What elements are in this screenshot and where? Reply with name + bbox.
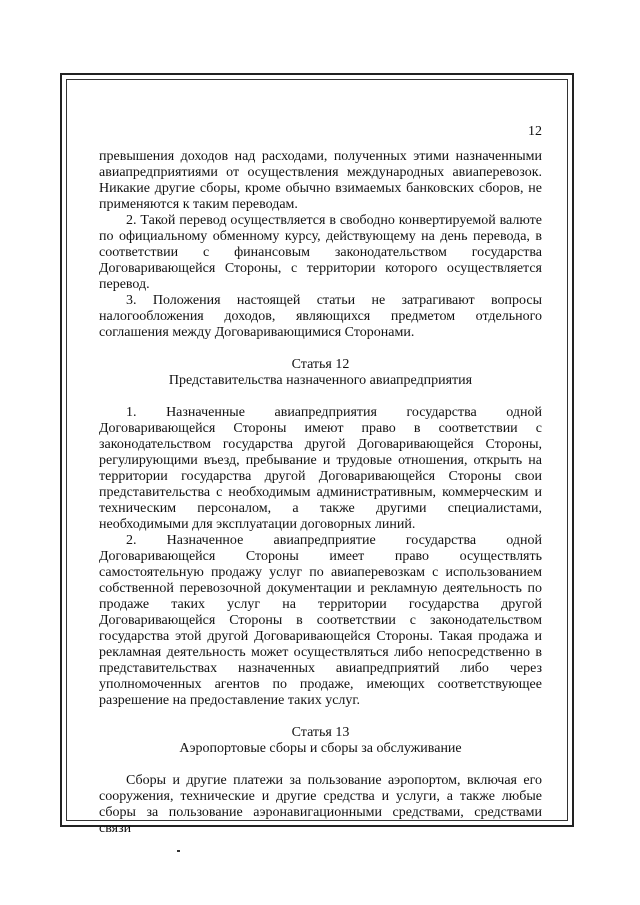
paragraph-intro: превышения доходов над расходами, полученных этими назначенными авиапредприятиями от осуществления международных авиаперевозок. Никакие другие сборы, кроме обычно взимаемых банковских сборов, не применяются к таким переводам.	[99, 149, 542, 212]
article-12-paragraph-1: 1. Назначенные авиапредприятия государства одной Договаривающейся Стороны имеют право в соответствии с законодательством государства другой Договаривающейся Стороны, регулирующими въезд, пребывание и трудовые отношения, открыть на территории государства другой Договаривающейся Стороны свои представительства с необходимым административным, коммерческим и техническим персоналом, а также другими специалистами, необходимыми для эксплуатации договорных линий.	[99, 405, 542, 532]
article-12-title: Представительства назначенного авиапредприятия	[168, 373, 473, 388]
scan-mark	[177, 850, 180, 852]
article-12-heading: Статья 12	[291, 357, 350, 372]
paragraph-3: 3. Положения настоящей статьи не затрагивают вопросы налогообложения доходов, являющихся предметом отдельного соглашения между Договаривающимися Сторонами.	[99, 293, 542, 340]
page-number: 12	[528, 124, 542, 139]
paragraph-2: 2. Такой перевод осуществляется в свободно конвертируемой валюте по официальному обменному курсу, действующему на день перевода, в соответствии с финансовым законодательством государства Договаривающейся Стороны, с территории которого осуществляется перевод.	[99, 213, 542, 292]
article-13-title: Аэропортовые сборы и сборы за обслуживание	[179, 741, 462, 756]
article-13-heading: Статья 13	[291, 725, 350, 740]
article-13-paragraph-1: Сборы и другие платежи за пользование аэропортом, включая его сооружения, технические и другие средства и услуги, а также любые сборы за пользование аэронавигационными средствами, средствами связи	[99, 773, 542, 836]
article-12-paragraph-2: 2. Назначенное авиапредприятие государства одной Договаривающейся Стороны имеет право осуществлять самостоятельную продажу услуг по авиаперевозкам с использованием собственной перевозочной документации и рекламную деятельность по продаже таких услуг на территории государства другой Договаривающейся Стороны в соответствии с законодательством государства этой другой Договаривающейся Стороны. Такая продажа и рекламная деятельность может осуществляться либо непосредственно в представительствах назначенных авиапредприятий либо через уполномоченных агентов по продаже, имеющих соответствующее разрешение на предоставление таких услуг.	[99, 533, 542, 708]
document-body	[99, 124, 542, 837]
